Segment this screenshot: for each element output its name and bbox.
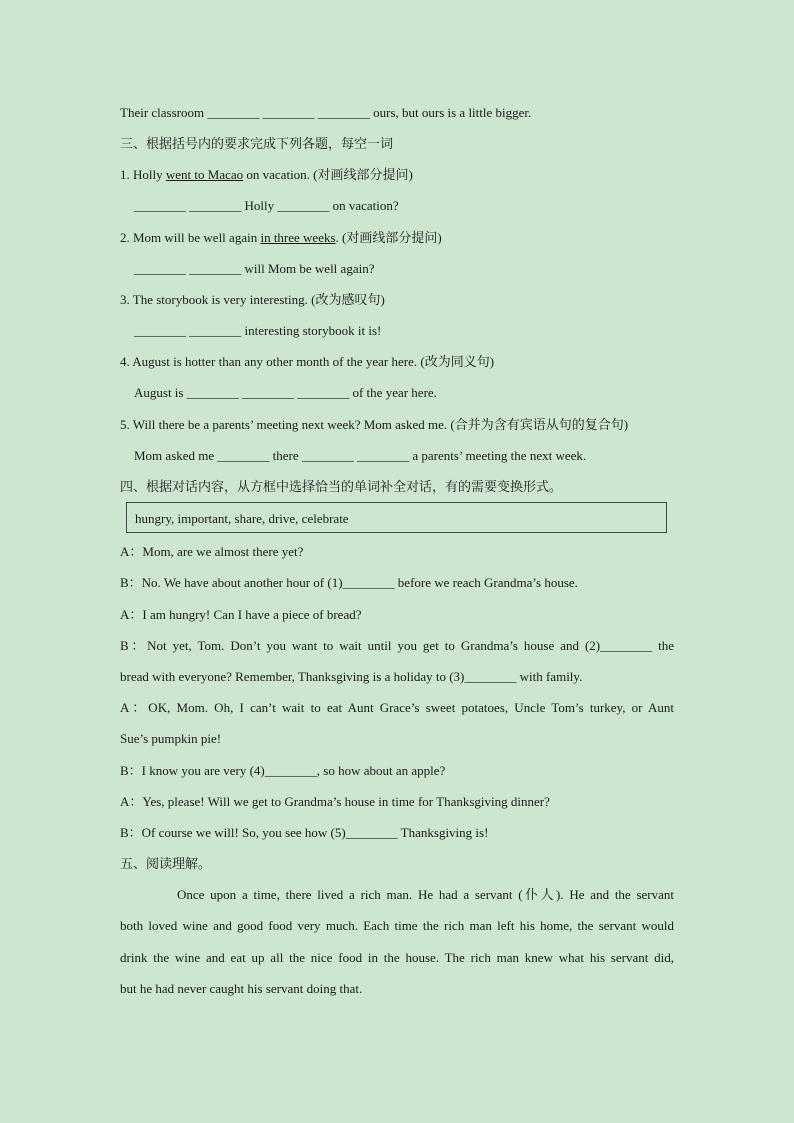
passage-line: drink the wine and eat up all the nice food in the house. The rich man knew what his servant did, [120,950,674,965]
passage-line: but he had never caught his servant doing that. [120,981,363,996]
question-4: 4. August is hotter than any other month of the year here. (改为同义句) [120,354,495,369]
question-2-answer: ________ ________ will Mom be well again? [134,261,375,276]
question-4-answer: August is ________ ________ ________ of the year here. [134,385,437,400]
q2-text: 2. Mom will be well again [120,230,261,245]
q1-text: 1. Holly [120,167,166,182]
question-1 [120,167,413,183]
word-bank-box [126,502,667,533]
carryover-sentence: Their classroom ________ ________ ________ ours, but ours is a little bigger. [120,105,532,120]
section-4-heading: 四、根据对话内容，从方框中选择恰当的单词补全对话，有的需要变换形式。 [120,479,563,494]
dialogue-line: B：No. We have about another hour of (1)________ before we reach Grandma’s house. [120,575,578,590]
q1-underlined: went to Macao [165,167,244,182]
dialogue-line: A：Yes, please! Will we get to Grandma’s house in time for Thanksgiving dinner? [120,794,550,809]
question-2 [120,230,442,246]
dialogue-line: A：Mom, are we almost there yet? [120,544,304,559]
question-5-answer: Mom asked me ________ there ________ ________ a parents’ meeting the next week. [134,448,587,463]
dialogue-line: B：Not yet, Tom. Don’t you want to wait until you get to Grandma’s house and (2)________ the [120,638,674,653]
dialogue-line: Sue’s pumpkin pie! [120,731,222,746]
question-3-answer: ________ ________ interesting storybook it is! [134,323,382,338]
q1-instruction: on vacation. (对画线部分提问) [243,167,413,182]
section-5-heading: 五、阅读理解。 [120,856,212,871]
section-3-heading: 三、根据括号内的要求完成下列各题，每空一词 [120,136,394,151]
q2-underlined: in three weeks [260,230,336,245]
passage-line: both loved wine and good food very much. Each time the rich man left his home, the servant would [120,918,674,933]
dialogue-line: B：Of course we will! So, you see how (5)________ Thanksgiving is! [120,825,489,840]
question-3: 3. The storybook is very interesting. (改为感叹句) [120,292,385,307]
word-bank-text: hungry, important, share, drive, celebrate [135,511,349,526]
dialogue-line: A：I am hungry! Can I have a piece of bread? [120,607,362,622]
passage-line: Once upon a time, there lived a rich man. He had a servant (仆人). He and the servant [177,887,674,902]
dialogue-line: B：I know you are very (4)________, so how about an apple? [120,763,446,778]
dialogue-line: A：OK, Mom. Oh, I can’t wait to eat Aunt Grace’s sweet potatoes, Uncle Tom’s turkey, or Aunt [120,700,674,715]
question-5: 5. Will there be a parents’ meeting next week? Mom asked me. (合并为含有宾语从句的复合句) [120,417,629,432]
question-1-answer: ________ ________ Holly ________ on vacation? [134,198,399,213]
q2-instruction: . (对画线部分提问) [335,230,442,245]
dialogue-line: bread with everyone? Remember, Thanksgiving is a holiday to (3)________ with family. [120,669,583,684]
